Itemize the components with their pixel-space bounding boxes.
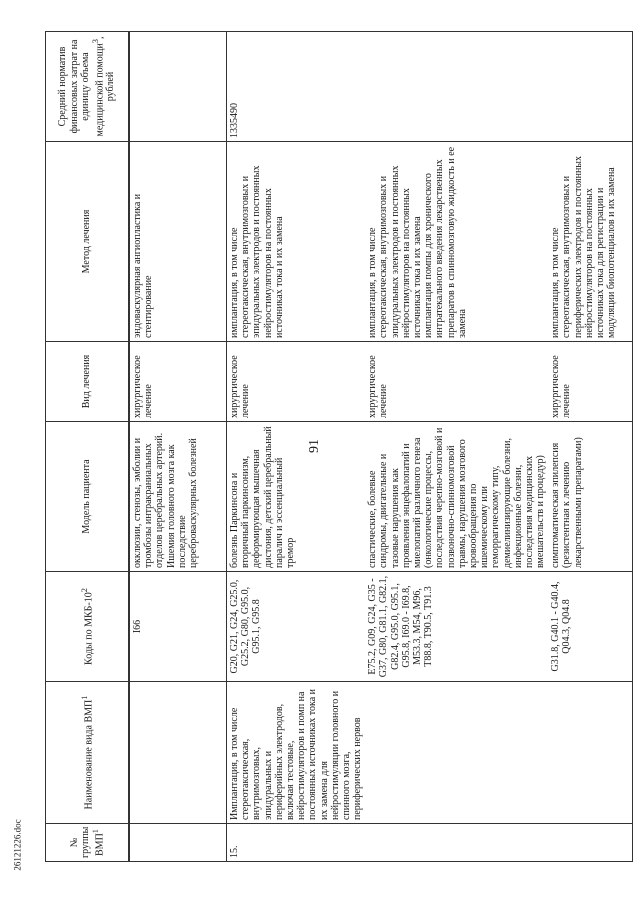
header-vmp-name: Наименование вида ВМП$^1$: [46, 682, 130, 824]
header-patient-model: Модель пациента: [46, 422, 130, 572]
cell-average-cost: 1335490: [227, 32, 366, 142]
document-code: 26121226.doc: [12, 819, 23, 871]
cell-group-number: 15.: [227, 824, 366, 862]
cell-vmp-name: Имплантация, в том числе стереотаксическая, внутримозговых, эпидуральных и периферийных электродов, включая тестовые, нейростимуляторов и помп на постоянных источниках тока и их замена для нейростимуляции головного и спинного мозга, периферических нервов: [227, 682, 366, 824]
page-number: 91: [307, 439, 322, 453]
vmp-table: [45, 31, 633, 862]
cell-vmp-name: [365, 682, 548, 824]
cell-treatment-type: хирургическое лечение: [548, 342, 633, 422]
cell-average-cost: [365, 32, 548, 142]
cell-group-number: [129, 824, 227, 862]
cell-vmp-name: [548, 682, 633, 824]
cell-vmp-name: [129, 682, 227, 824]
header-group-number: № группы ВМП$^1$: [46, 824, 130, 862]
table-row: [365, 32, 548, 862]
cell-icd-codes: G20, G21, G24, G25.0, G25.2, G80, G95.0, G95.1, G95.8: [227, 572, 366, 682]
table-row: [129, 32, 227, 862]
cell-group-number: [365, 824, 548, 862]
header-treatment-type: Вид лечения: [46, 342, 130, 422]
cell-treatment-method: имплантация, в том числе стереотаксическая, внутримозговых и периферических электродов и постоянных нейростимуляторов на постоянных источниках тока для регистрации и модуляции биопотенциалов и их замена: [548, 142, 633, 342]
cell-patient-model: симптоматическая эпилепсия (резистентная к лечению лекарственными препаратами): [548, 422, 633, 572]
cell-treatment-type: хирургическое лечение: [227, 342, 366, 422]
cell-patient-model: окклюзии, стенозы, эмболии и тромбозы интракраниальных отделов церебральных артерий. Ишемия головного мозга как последствие цереброваскулярных болезней: [129, 422, 227, 572]
header-icd-codes: Коды по МКБ-$10^2$: [46, 572, 130, 682]
cell-patient-model: болезнь Паркинсона и вторичный паркинсонизм, деформирующая мышечная дистония, детский церебральный паралич и эссенциальный тремор: [227, 422, 366, 572]
cell-icd-codes: G31.8, G40.1 - G40.4, Q04.3, Q04.8: [548, 572, 633, 682]
cell-treatment-method: имплантация, в том числе стереотаксическая, внутримозговых и эпидуральных электродов и постоянных нейростимуляторов на постоянных источниках тока и их замена: [227, 142, 366, 342]
cell-treatment-method: эндоваскулярная ангиопластика и стентирование: [129, 142, 227, 342]
table-header-row: [46, 32, 130, 862]
cell-icd-codes: I66: [129, 572, 227, 682]
treatment-method-text-2: имплантация помпы для хронического интратекального введения лекарственных препаратов в спинномозговую жидкость и ее замена: [423, 146, 468, 338]
header-average-cost: Средний норматив финансовых затрат на единицу объема медицинской помощи$^3$, рублей: [46, 32, 130, 142]
cell-treatment-type: хирургическое лечение: [129, 342, 227, 422]
cell-icd-codes: E75.2, G09, G24, G35 - G37, G80, G81.1, G82.1, G82.4, G95.0, G95.1, G95.8, I69.0 - I69.8, M53.3, M54, M96, T88.8, T90.5, T91.3: [365, 572, 548, 682]
table-row: [548, 32, 633, 862]
header-treatment-method: Метод лечения: [46, 142, 130, 342]
cell-average-cost: [129, 32, 227, 142]
rotated-table-frame: [45, 32, 618, 862]
cell-patient-model: спастические, болевые синдромы, двигательные и тазовые нарушения как проявления энцефалопатий и миелопатий различного генеза (онкологические процессы, последствия черепно-мозговой и позвоночно-спинномозговой травмы, нарушения мозгового кровообращения по ишемическому или геморрагическому типу, демиелинизирующие болезни, инфекционные болезни, последствия медицинских вмешательств и процедур): [365, 422, 548, 572]
table-row: [227, 32, 366, 862]
treatment-method-text: имплантация, в том числе стереотаксическая, внутримозговых и эпидуральных электродов и постоянных нейростимуляторов на постоянных источниках тока и их замена: [367, 165, 423, 338]
cell-treatment-type: хирургическое лечение: [365, 342, 548, 422]
cell-treatment-method: [365, 142, 548, 342]
cell-average-cost: [548, 32, 633, 142]
cell-group-number: [548, 824, 633, 862]
